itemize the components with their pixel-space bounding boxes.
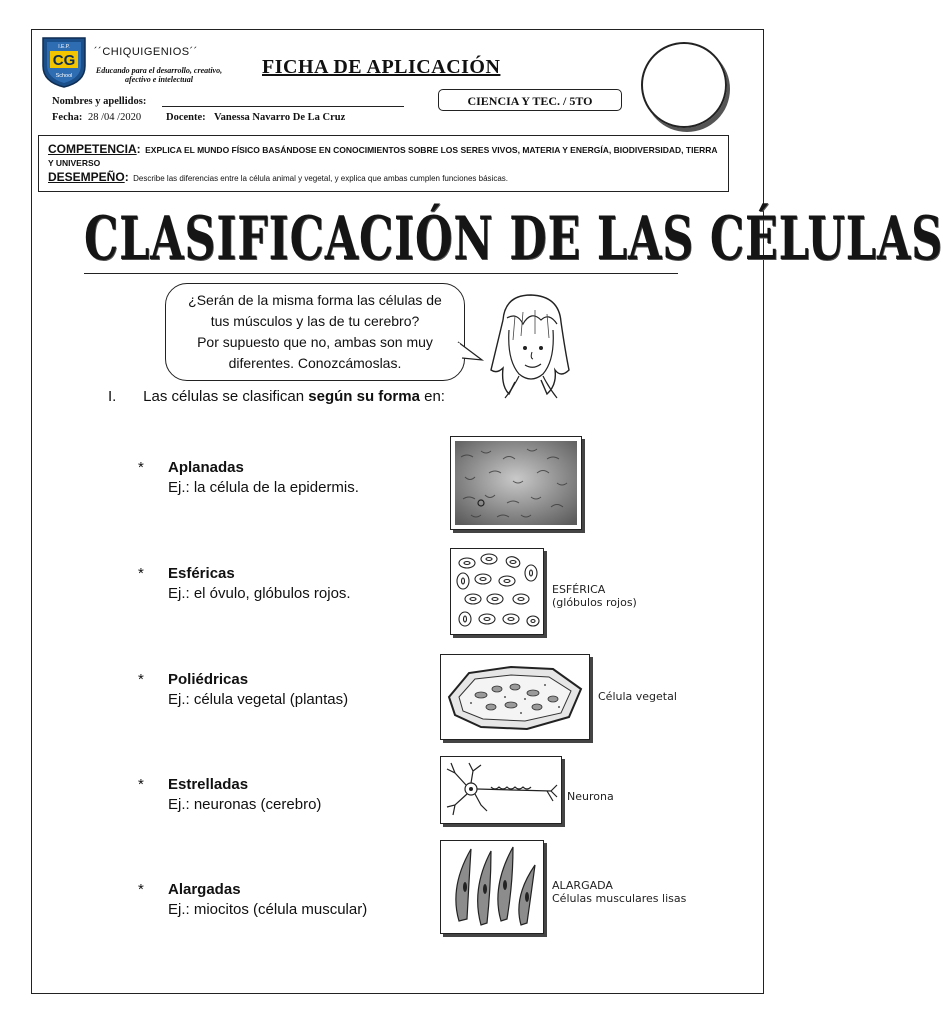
item-name: Alargadas bbox=[168, 881, 241, 898]
speech-bubble bbox=[165, 283, 465, 381]
teacher-label: Docente: bbox=[166, 112, 206, 123]
list-item bbox=[138, 670, 348, 710]
muscle-cells-image bbox=[440, 840, 544, 934]
bullet: * bbox=[138, 565, 144, 582]
neuron-caption: Neurona bbox=[567, 790, 614, 803]
names-label: Nombres y apellidos: bbox=[52, 96, 147, 107]
desempeno-label: DESEMPEÑO bbox=[48, 170, 125, 184]
item-example: Ej.: célula vegetal (plantas) bbox=[168, 691, 349, 708]
teacher-name: Vanessa Navarro De La Cruz bbox=[214, 112, 346, 123]
list-item bbox=[138, 880, 367, 920]
competencia-box bbox=[38, 135, 729, 192]
bullet: * bbox=[138, 671, 144, 688]
logo-top-text: I.E.P. bbox=[58, 44, 70, 50]
grade-circle bbox=[641, 42, 727, 128]
item-example: Ej.: neuronas (cerebro) bbox=[168, 796, 322, 813]
bubble-line: ¿Serán de la misma forma las células de bbox=[188, 292, 442, 308]
item-example: Ej.: la célula de la epidermis. bbox=[168, 479, 359, 496]
section-text: Las células se clasifican bbox=[143, 388, 305, 405]
section-text-bold: según su forma bbox=[308, 388, 420, 405]
names-field[interactable] bbox=[162, 106, 404, 107]
document-title: FICHA DE APLICACIÓN bbox=[262, 56, 501, 78]
competencia-colon: : bbox=[136, 142, 141, 156]
muscle-cells-caption: ALARGADA Células musculares lisas bbox=[552, 879, 687, 905]
competencia-text: EXPLICA EL MUNDO FÍSICO BASÁNDOSE EN CONOCIMIENTOS SOBRE LOS SERES VIVOS, MATERIA Y ENERGÍA, BIODIVERSIDAD, TIERRA Y UNIVERSO bbox=[48, 145, 718, 168]
date-value: 28 /04 /2020 bbox=[88, 112, 142, 123]
item-example: Ej.: el óvulo, glóbulos rojos. bbox=[168, 585, 351, 602]
bubble-line: diferentes. Conozcámoslas. bbox=[228, 355, 402, 371]
course-label: CIENCIA Y TEC. / 5TO bbox=[438, 89, 622, 111]
spherical-caption: ESFÉRICA (glóbulos rojos) bbox=[552, 583, 637, 609]
list-item bbox=[138, 564, 351, 604]
plant-cell-caption: Célula vegetal bbox=[598, 690, 677, 703]
desempeno-text: Describe las diferencias entre la célula animal y vegetal, y explica que ambas cumplen funciones básicas. bbox=[133, 174, 509, 183]
section-number: I. bbox=[108, 388, 117, 405]
list-item bbox=[138, 775, 321, 815]
main-title: CLASIFICACIÓN DE LAS CÉLULAS bbox=[84, 204, 943, 274]
bubble-line: Por supuesto que no, ambas son muy bbox=[197, 334, 433, 350]
bubble-line: tus músculos y las de tu cerebro? bbox=[210, 313, 420, 329]
spherical-cells-image bbox=[450, 548, 544, 635]
girl-illustration bbox=[483, 290, 573, 400]
item-name: Aplanadas bbox=[168, 459, 244, 476]
item-example: Ej.: miocitos (célula muscular) bbox=[168, 901, 368, 918]
bullet: * bbox=[138, 776, 144, 793]
school-logo bbox=[41, 36, 87, 88]
flat-cells-image bbox=[450, 436, 582, 530]
bullet: * bbox=[138, 459, 144, 476]
list-item bbox=[138, 458, 359, 498]
school-name: ´´CHIQUIGENIOS´´ bbox=[94, 46, 198, 58]
logo-bottom-text: School bbox=[55, 73, 73, 79]
competencia-label: COMPETENCIA bbox=[48, 142, 137, 156]
desempeno-colon: : bbox=[124, 170, 129, 184]
section-text-end: en: bbox=[424, 388, 445, 405]
title-underline bbox=[84, 273, 678, 274]
date-label: Fecha: bbox=[52, 112, 83, 123]
section-heading bbox=[108, 388, 445, 405]
logo-letters: CG bbox=[52, 52, 76, 69]
item-name: Esféricas bbox=[168, 565, 235, 582]
bullet: * bbox=[138, 881, 144, 898]
school-slogan: Educando para el desarrollo, creativo, afectivo e intelectual bbox=[95, 66, 223, 84]
item-name: Poliédricas bbox=[168, 671, 249, 688]
plant-cell-image bbox=[440, 654, 590, 740]
item-name: Estrelladas bbox=[168, 776, 249, 793]
neuron-image bbox=[440, 756, 562, 824]
